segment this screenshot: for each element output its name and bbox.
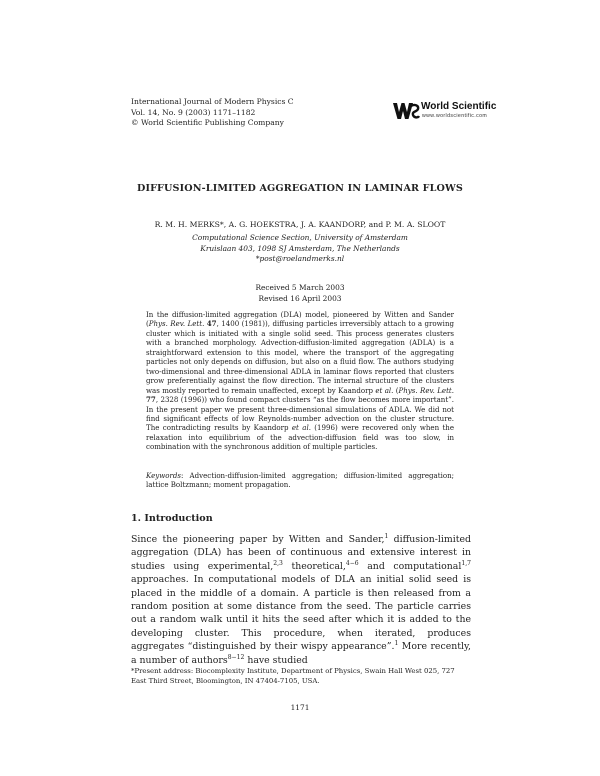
world-scientific-logo-icon: [392, 100, 420, 122]
section-heading: 1. Introduction: [131, 513, 213, 524]
submission-dates: [0, 283, 600, 304]
reference-superscript: 1: [384, 532, 389, 540]
volume-number: 77: [146, 395, 156, 405]
et-al: et al.: [375, 385, 394, 395]
journal-citation: Phys. Rev. Lett.: [398, 385, 455, 395]
body-text: [131, 533, 471, 667]
introduction-paragraph: [131, 533, 471, 667]
journal-volume: Vol. 14, No. 9 (2003) 1171–1182: [131, 107, 256, 117]
publisher-logo: [392, 100, 497, 122]
abstract-text: [146, 310, 454, 452]
abstract-fragment: (: [393, 385, 399, 395]
page-number: 1171: [290, 703, 310, 712]
reference-superscript: 4−6: [345, 559, 359, 567]
keywords-label: Keywords: [146, 471, 181, 480]
revised-date: Revised 16 April 2003: [258, 293, 342, 303]
journal-citation: Phys. Rev. Lett.: [148, 319, 205, 329]
keywords-text: : Advection-diffusion-limited aggregation; diffusion-limited aggregation; lattice Boltzmann; moment propagation.: [146, 471, 454, 490]
affiliation-line: Computational Science Section, University of Amsterdam: [192, 233, 408, 242]
journal-header: [131, 97, 294, 129]
body-fragment: have studied: [244, 654, 308, 666]
author-list: R. M. H. MERKS*, A. G. HOEKSTRA, J. A. KAANDORP, and P. M. A. SLOOT: [154, 220, 446, 229]
reference-superscript: 1: [394, 640, 399, 648]
journal-copyright: © World Scientific Publishing Company: [131, 118, 284, 127]
keywords: [146, 471, 454, 490]
body-fragment: diffusion-limited aggregation (DLA) has been of continuous and extensive interest in studies using experimental,: [131, 534, 471, 572]
body-fragment: Since the pioneering paper by Witten and Sander,: [131, 534, 385, 545]
author-email: *post@roelandmerks.nl: [255, 254, 345, 264]
abstract-fragment: In the diffusion-limited aggregation (DLA) model, pioneered by Witten and Sander (: [146, 310, 454, 329]
affiliation-address: Kruislaan 403, 1098 SJ Amsterdam, The Netherlands: [200, 243, 400, 253]
affiliation: [0, 233, 600, 265]
publisher-name: World Scientific: [421, 101, 497, 112]
body-fragment: theoretical,: [282, 560, 346, 572]
abstract-fragment: , 1400 (1981)), diffusing particles irreversibly attach to a growing cluster which is initiated with a single solid seed. This process generates clusters with a branched morphology. Advection-diffusion-limited aggregation (ADLA) is a straightforward extension to this model, where the transport of the aggregating particles not only depends on diffusion, but also on a fluid flow. The authors studying two-dimensional and three-dimensional ADLA in laminar flows reported that clusters grow preferentially against the flow direction. The internal structure of the clusters was mostly reported to remain unaffected, except by Kaandorp: [146, 319, 454, 395]
body-fragment: More recently, a number of authors: [131, 641, 471, 666]
reference-superscript: 8−12: [227, 653, 245, 661]
reference-superscript: 1,7: [461, 559, 471, 567]
received-date: Received 5 March 2003: [255, 283, 345, 292]
reference-superscript: 2,3: [273, 559, 283, 567]
journal-name: International Journal of Modern Physics C: [131, 97, 294, 106]
paper-title: DIFFUSION-LIMITED AGGREGATION IN LAMINAR FLOWS: [136, 183, 464, 194]
publisher-tagline: www.worldscientific.com: [422, 113, 488, 119]
footnote: *Present address: Biocomplexity Institute, Department of Physics, Swain Hall West 025, 727 East Third Street, Bloomington, IN 47404-7105, USA.: [131, 667, 455, 685]
abstract: [146, 310, 454, 452]
body-fragment: approaches. In computational models of DLA an initial solid seed is placed in the middle of a domain. A particle is then released from a random position at some distance from the seed. The particle carries out a random walk until it hits the seed after which it is added to the developing cluster. This procedure, when iterated, produces aggregates “distinguished by their wispy appearance”.: [131, 574, 471, 653]
abstract-fragment: (1996) were recovered only when the relaxation into equilibrium of the advection-diffusion field was too slow, in combination with the synchronous addition of multiple particles.: [146, 423, 455, 452]
body-fragment: and computational: [358, 560, 462, 572]
volume-number: 47: [206, 319, 217, 329]
abstract-fragment: , 2328 (1996)) who found compact clusters “as the flow becomes more important”. In the present paper we present three-dimensional simulations of ADLA. We did not find significant effects of low Reynolds-number advection on the cluster structure. The contradicting results by Kaandorp: [146, 395, 454, 433]
et-al: et al.: [291, 423, 311, 433]
